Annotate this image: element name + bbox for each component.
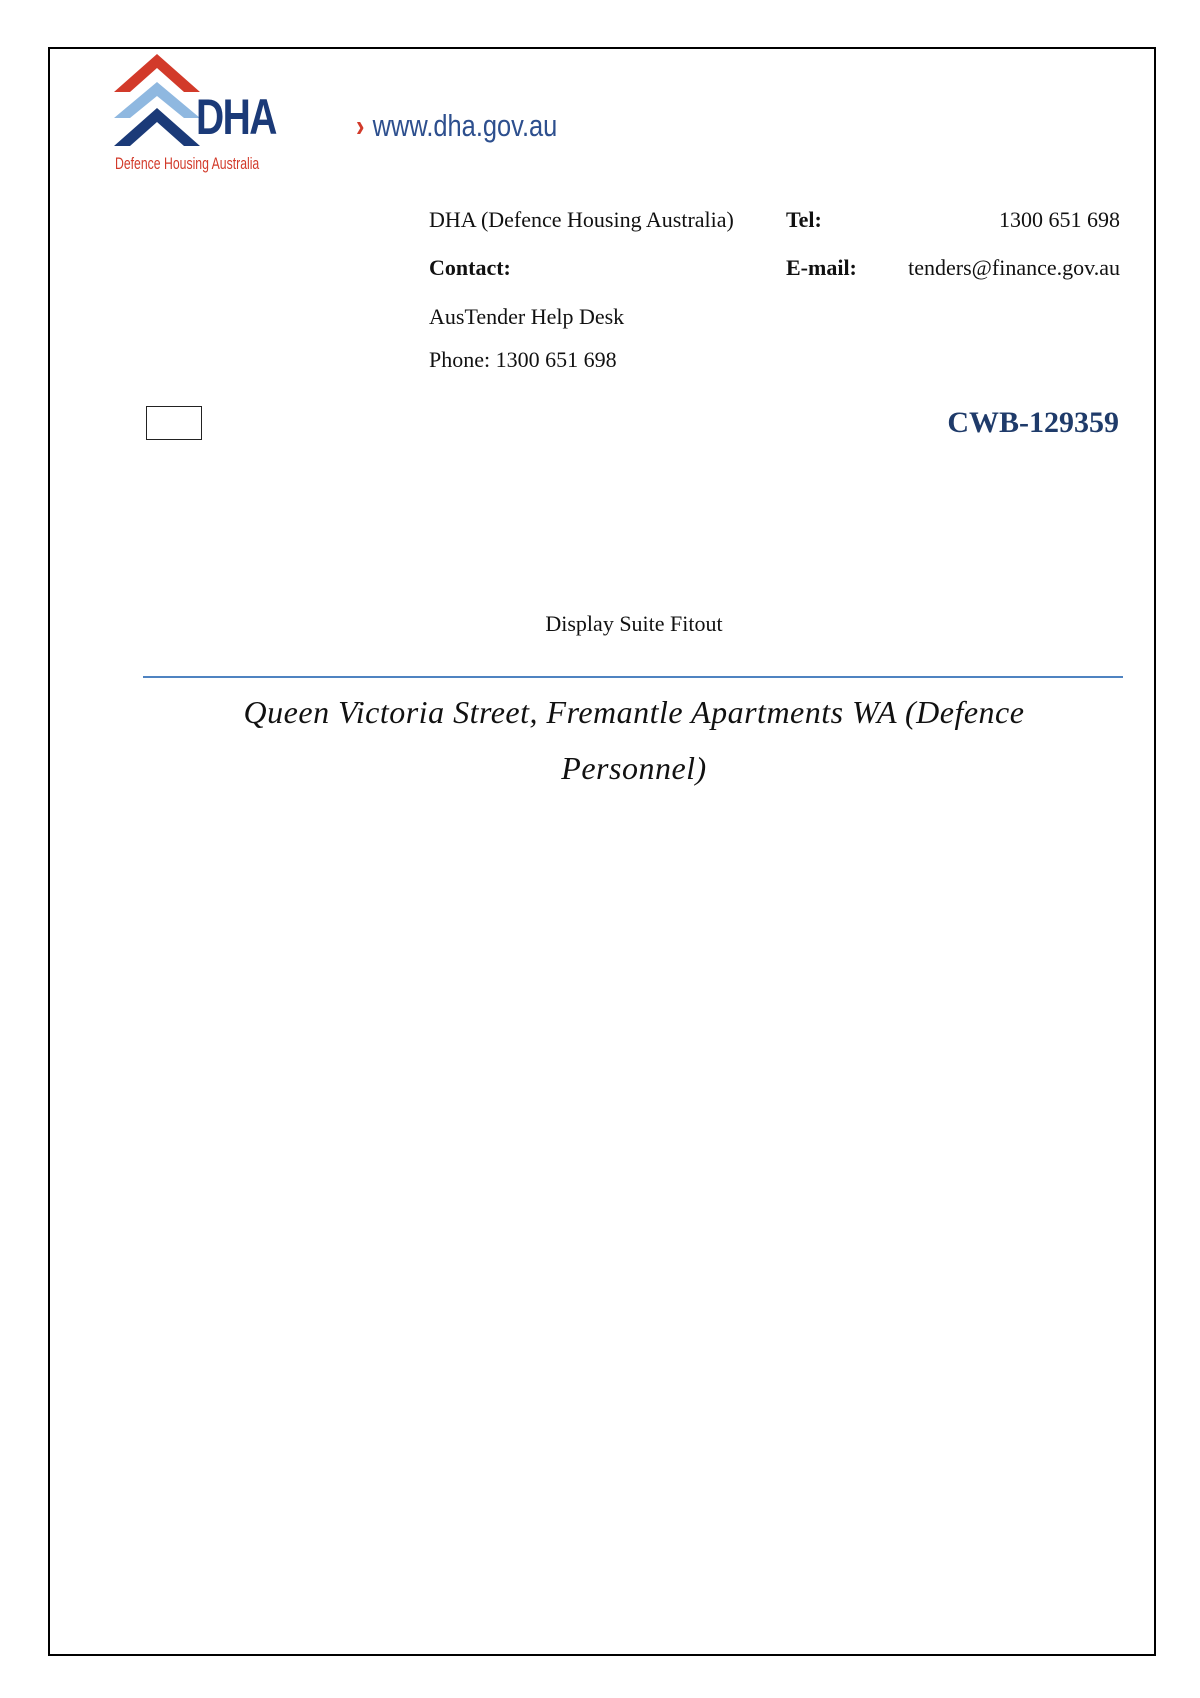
logo-wordmark: DHA [196, 89, 276, 145]
chevron-logo-icon [112, 52, 202, 152]
website-link[interactable] [356, 108, 557, 144]
website-url: www.dha.gov.au [372, 108, 558, 143]
divider-rule [143, 676, 1123, 678]
chevron-right-icon: › [356, 108, 365, 143]
dha-logo [112, 52, 276, 184]
empty-box [146, 406, 202, 440]
tel-value: 1300 651 698 [999, 207, 1120, 232]
organisation-name: DHA (Defence Housing Australia) [429, 207, 734, 232]
page-border [48, 47, 1156, 1656]
document-reference: CWB-129359 [947, 406, 1119, 439]
email-value[interactable]: tenders@finance.gov.au [908, 255, 1120, 280]
help-desk: AusTender Help Desk [429, 304, 625, 329]
email-label: E-mail: [786, 255, 857, 280]
subject-title: Display Suite Fitout [545, 611, 723, 636]
tel-label: Tel: [786, 207, 822, 232]
logo-tagline: Defence Housing Australia [115, 154, 260, 173]
contact-label: Contact: [429, 255, 511, 280]
phone-line: Phone: 1300 651 698 [429, 347, 617, 372]
project-title: Queen Victoria Street, Fremantle Apartments WA (Defence Personnel) [243, 694, 1025, 786]
